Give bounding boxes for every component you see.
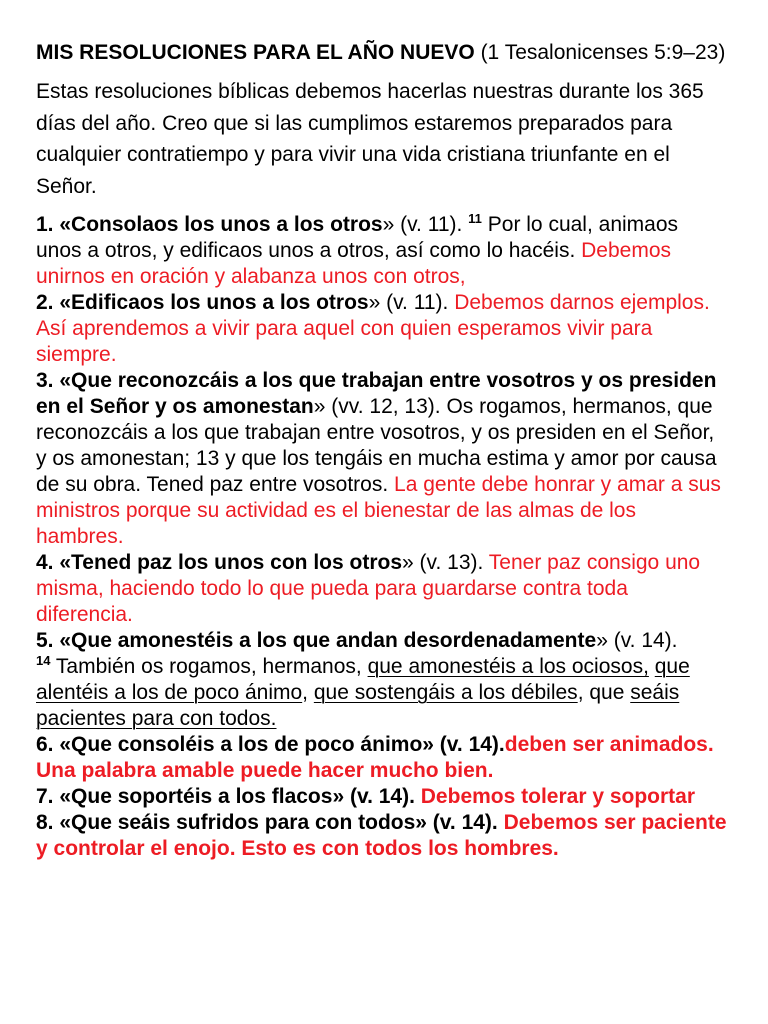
item-5-lead: 5. «Que amonestéis a los que andan desordenadamente <box>36 629 597 652</box>
item-3-lead: 3. «Que reconozcáis a los que trabajan entre vosotros y os presiden en el Señor y os amonestan <box>36 369 717 418</box>
document-title <box>36 40 728 66</box>
resolution-item-3 <box>36 368 728 550</box>
item-3-verse: (vv. 12, 13). <box>325 395 447 418</box>
item-1-close: » <box>382 213 395 236</box>
resolution-item-5 <box>36 628 728 732</box>
resolution-item-2 <box>36 290 728 368</box>
item-4-verse: (v. 13). <box>413 551 489 574</box>
intro-paragraph: Estas resoluciones bíblicas debemos hacerlas nuestras durante los 365 días del año. Creo que si las cumplimos estaremos preparados para cualquier contratiempo y para vivir una vida cristiana triunfante en el Señor. <box>36 80 704 198</box>
item-1-verse-number: 11 <box>468 211 482 226</box>
item-4-lead: 4. «Tened paz los unos con los otros <box>36 551 403 574</box>
item-3-comment: La gente debe honrar y amar a sus ministros porque su actividad es el bienestar de las almas de los hambres. <box>36 473 721 548</box>
item-3-close: » <box>313 395 326 418</box>
resolution-item-4 <box>36 550 728 628</box>
item-8-lead: 8. «Que seáis sufridos para con todos» (v. 14). <box>36 811 504 834</box>
item-5-underlined-1: que amonestéis a los ociosos, <box>367 655 649 678</box>
item-2-lead: 2. «Edificaos los unos a los otros <box>36 291 369 314</box>
item-5-sep-3: , que <box>577 681 631 704</box>
item-2-verse: (v. 11). <box>380 291 455 314</box>
item-1-lead: 1. «Consolaos los unos a los otros <box>36 213 383 236</box>
item-5-underlined-4: seáis pacientes para con todos. <box>36 681 680 730</box>
item-4-close: » <box>402 551 414 574</box>
item-1-comment: Debemos unirnos en oración y alabanza unos con otros, <box>36 239 672 288</box>
item-1-text: Por lo cual, animaos unos a otros, y edificaos unos a otros, así como lo hacéis. <box>36 213 679 262</box>
item-5-underlined-3: que sostengáis a los débiles <box>313 681 578 704</box>
item-4-comment: Tener paz consigo uno misma, haciendo todo lo que pueda para guardarse contra toda diferencia. <box>36 551 701 626</box>
resolution-item-1 <box>36 212 728 290</box>
title-heading: MIS RESOLUCIONES PARA EL AÑO NUEVO <box>36 41 475 64</box>
item-6-lead: 6. «Que consoléis a los de poco ánimo» (v. 14). <box>36 733 505 756</box>
resolution-item-6 <box>36 732 728 784</box>
item-3-text: Os rogamos, hermanos, que reconozcáis a los que trabajan entre vosotros, y os presiden en el Señor, y os amonestan; 13 y que los tengáis en mucha estima y amor por causa de su obra. Tened paz entre vosotros. <box>36 395 717 496</box>
item-5-sep-2: , <box>302 681 314 704</box>
item-5-underlined-2: que alentéis a los de poco ánimo <box>36 655 690 704</box>
item-7-comment: Debemos tolerar y soportar <box>420 785 696 808</box>
item-5-verse: (v. 14). <box>607 629 678 652</box>
item-2-close: » <box>368 291 381 314</box>
item-5-verse-number: 14 <box>36 653 51 668</box>
item-1-verse: (v. 11). <box>394 213 469 236</box>
item-2-comment: Debemos darnos ejemplos. Así aprendemos a vivir para aquel con quien esperamos vivir para siempre. <box>36 291 710 366</box>
item-5-close: » <box>596 629 608 652</box>
title-reference: (1 Tesalonicenses 5:9–23) <box>480 41 726 64</box>
resolution-item-8 <box>36 810 728 862</box>
item-7-lead: 7. «Que soportéis a los flacos» (v. 14). <box>36 785 421 808</box>
item-8-comment: Debemos ser paciente y controlar el enojo. Esto es con todos los hombres. <box>36 811 727 860</box>
resolution-item-7 <box>36 784 728 810</box>
item-6-comment: deben ser animados. Una palabra amable puede hacer mucho bien. <box>36 733 714 782</box>
item-5-text: También os rogamos, hermanos, <box>50 655 368 678</box>
